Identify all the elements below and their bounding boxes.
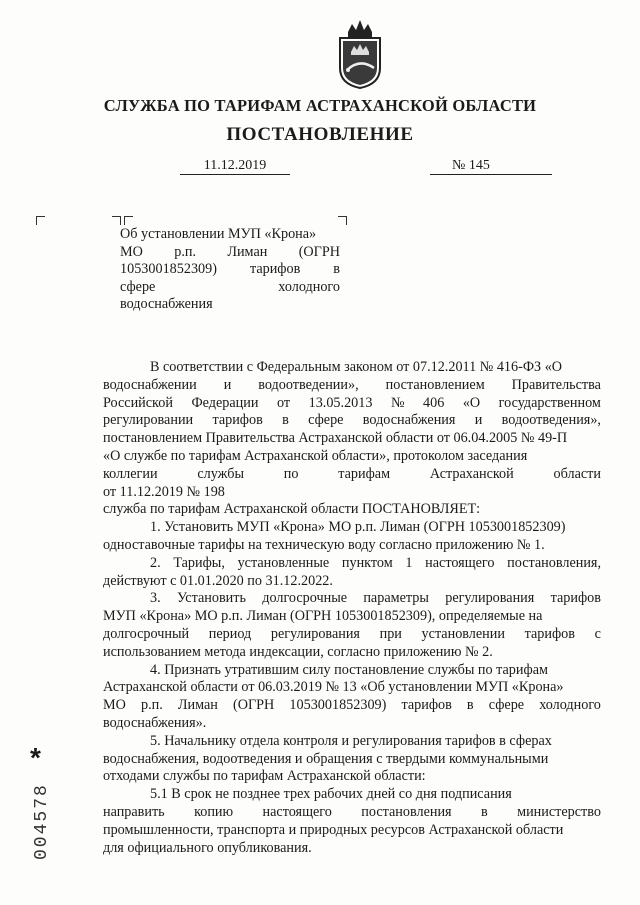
body-line <box>103 430 601 448</box>
body-word: регулировании <box>103 412 194 429</box>
body-word: постановления <box>361 803 452 820</box>
body-word: в <box>466 697 474 714</box>
body-word: Федерации <box>191 394 259 411</box>
subject-line <box>120 226 340 244</box>
subject-line <box>120 261 340 279</box>
body-line <box>103 751 601 769</box>
body-word: холодного <box>539 697 601 714</box>
body-line <box>103 501 601 519</box>
body-line <box>150 590 601 608</box>
body-word: государственном <box>498 394 601 411</box>
body-word: одноставочные тарифы на техническую воду согласно приложению № 1. <box>103 536 545 553</box>
body-word: 406 <box>423 394 445 411</box>
body-word: 5. Начальнику отдела контроля и регулирования тарифов в сферах <box>150 732 552 749</box>
body-word: с <box>594 625 601 642</box>
coat-of-arms-emblem <box>334 18 386 90</box>
body-word: Правительства <box>511 376 601 393</box>
body-word: от 11.12.2019 № 198 <box>103 483 225 500</box>
body-word: служба по тарифам Астраханской области ПОСТАНОВЛЯЕТ: <box>103 501 481 518</box>
subject-word: сфере <box>120 278 156 295</box>
body-line <box>103 484 601 502</box>
body-word: долгосрочный <box>103 625 190 642</box>
body-word: от <box>276 394 291 411</box>
body-word: использованием метода индексации, согласно приложению № 2. <box>103 643 493 660</box>
body-word: установлении <box>421 625 505 642</box>
stamp-asterisk: * <box>30 742 41 773</box>
body-line <box>103 840 601 858</box>
body-word: параметры <box>363 590 429 607</box>
body-word: 1053001852309) <box>289 697 387 714</box>
body-word: МУП «Крона» МО р.п. Лиман (ОГРН 1053001852309), определяемые на <box>103 608 543 625</box>
body-word: водоотведении», <box>258 376 359 393</box>
body-word: министерство <box>517 803 601 820</box>
body-word: области <box>553 465 601 482</box>
subject-word: 1053001852309) <box>120 261 217 277</box>
document-date <box>180 158 290 175</box>
body-line <box>103 822 601 840</box>
body-word: 13.05.2013 <box>308 394 373 411</box>
body-word: сфере <box>488 697 525 714</box>
body-word: пунктом <box>341 554 393 571</box>
body-line <box>150 519 601 537</box>
subject-word: р.п. <box>174 243 196 260</box>
registration-number: 004578 <box>32 783 52 860</box>
body-word: установленные <box>237 554 330 571</box>
body-line <box>150 733 601 751</box>
document-subject <box>120 226 340 314</box>
body-line <box>150 786 601 804</box>
subject-word: в <box>333 261 340 277</box>
body-word: настоящего <box>425 554 495 571</box>
body-word: долгосрочные <box>262 590 348 607</box>
body-word: направить <box>103 803 165 820</box>
body-word: водоснабжения». <box>103 714 207 731</box>
body-word: 5.1 В срок не позднее трех рабочих дней со дня подписания <box>150 786 512 803</box>
body-word: (ОГРН <box>232 697 275 714</box>
body-word: Астраханской <box>429 465 514 482</box>
subject-line <box>120 244 340 262</box>
subject-word: холодного <box>278 278 340 295</box>
subject-word: тарифов <box>249 261 301 277</box>
body-word: Тарифы, <box>173 554 225 571</box>
document-number <box>430 158 552 175</box>
body-word: для официального опубликования. <box>103 839 312 856</box>
body-line <box>103 537 601 555</box>
body-word: регулирования <box>445 590 535 607</box>
body-line <box>103 626 601 644</box>
body-line <box>103 377 601 395</box>
body-word: тарифам <box>338 465 391 482</box>
agency-name: СЛУЖБА ПО ТАРИФАМ АСТРАХАНСКОЙ ОБЛАСТИ <box>103 96 537 115</box>
body-word: отходами службы по тарифам Астраханской области: <box>103 768 426 785</box>
body-word: Лиман <box>177 697 218 714</box>
body-word: тарифов <box>212 412 263 429</box>
body-word: копию <box>194 803 234 820</box>
body-line <box>103 466 601 484</box>
subject-word: (ОГРН <box>298 243 340 260</box>
subject-word: Об установлении МУП «Крона» <box>120 226 317 242</box>
body-word: в <box>282 412 289 429</box>
body-word: р.п. <box>140 697 163 714</box>
corner-mark-subject-top-left-b <box>124 216 133 225</box>
subject-word: МО <box>120 243 143 260</box>
body-word: регулирования <box>270 625 360 642</box>
subject-line <box>120 296 340 314</box>
body-word: 3. <box>150 590 161 607</box>
body-line <box>150 555 601 573</box>
body-word: водоотведения», <box>501 412 601 429</box>
body-word: № <box>390 394 405 411</box>
body-word: водоснабжении <box>103 376 197 393</box>
body-word: Российской <box>103 394 173 411</box>
body-word: по <box>283 465 299 482</box>
body-word: водоснабжения <box>362 412 456 429</box>
body-word: промышленности, транспорта и природных ресурсов Астраханской области <box>103 821 564 838</box>
body-line <box>103 715 601 733</box>
body-word: службы <box>197 465 244 482</box>
body-word: В соответствии с Федеральным законом от 07.12.2011 № 416-ФЗ «О <box>150 359 563 375</box>
body-word: «О службе по тарифам Астраханской области», протоколом заседания <box>103 447 528 464</box>
subject-line <box>120 279 340 297</box>
body-line <box>103 768 601 786</box>
body-line <box>150 359 601 377</box>
body-word: Астраханской области от 06.03.2019 № 13 «Об установлении МУП «Крона» <box>103 679 564 696</box>
body-word: постановления, <box>507 554 601 571</box>
subject-word: водоснабжения <box>120 296 213 312</box>
corner-mark-subject-top-left-a <box>112 216 121 225</box>
corner-mark-subject-top-right <box>338 216 347 225</box>
body-word: 4. Признать утратившим силу постановление службы по тарифам <box>150 661 548 678</box>
body-word: тарифов <box>550 590 601 607</box>
body-line <box>103 412 601 430</box>
body-line <box>103 573 601 591</box>
body-word: тарифов <box>401 697 452 714</box>
corner-mark-left <box>36 216 45 225</box>
registration-stamp <box>28 762 54 870</box>
body-word: настоящего <box>262 803 332 820</box>
document-date-value: 11.12.2019 <box>203 158 267 173</box>
document-type: ПОСТАНОВЛЕНИЕ <box>226 124 414 145</box>
body-line <box>103 608 601 626</box>
body-word: 2. <box>150 554 161 571</box>
body-line <box>103 697 601 715</box>
document-body <box>103 359 601 857</box>
body-word: МО <box>103 697 126 714</box>
body-line <box>103 644 601 662</box>
subject-word: Лиман <box>227 243 268 260</box>
body-line <box>103 448 601 466</box>
body-word: период <box>208 625 252 642</box>
body-word: тарифов <box>524 625 575 642</box>
body-word: водоснабжения, водоотведения и обращения с твердыми коммунальными <box>103 750 549 767</box>
body-line <box>150 662 601 680</box>
body-word: и <box>474 412 483 429</box>
document-number-value: № 145 <box>452 158 490 173</box>
body-word: постановлением <box>385 376 485 393</box>
body-word: 1. Установить МУП «Крона» МО р.п. Лиман (ОГРН 1053001852309) <box>150 519 566 536</box>
body-word: в <box>480 803 488 820</box>
body-word: «О <box>462 394 481 411</box>
body-word: 1 <box>405 554 413 571</box>
body-word: постановлением Правительства Астраханской области от 06.04.2005 № 49-П <box>103 430 568 447</box>
body-word: коллегии <box>103 465 158 482</box>
body-line <box>103 804 601 822</box>
body-word: и <box>223 376 232 393</box>
body-word: действуют с 01.01.2020 по 31.12.2022. <box>103 572 333 589</box>
body-line <box>103 395 601 413</box>
body-word: сфере <box>308 412 344 429</box>
body-line <box>103 679 601 697</box>
body-word: Установить <box>176 590 246 607</box>
body-word: при <box>379 625 402 642</box>
